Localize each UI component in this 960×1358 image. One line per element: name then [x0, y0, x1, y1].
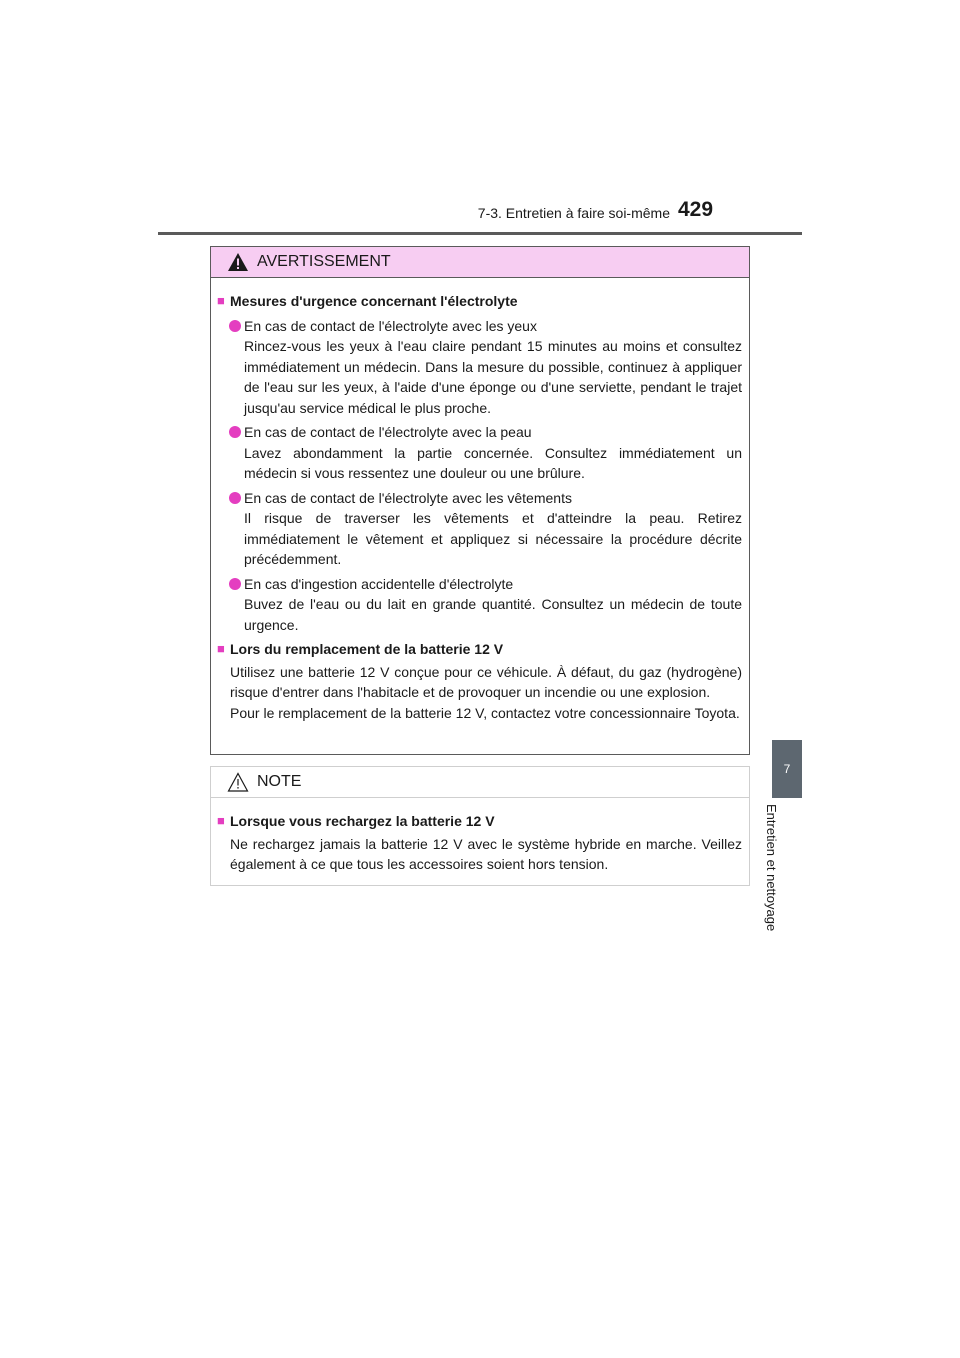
section-heading	[217, 639, 742, 660]
bullet-text: Buvez de l'eau ou du lait en grande quantité. Consultez un médecin de toute urgence.	[244, 596, 742, 633]
note-box	[210, 766, 750, 886]
list-item	[229, 422, 742, 484]
square-bullet-icon: ■	[217, 293, 225, 308]
warning-box	[210, 246, 750, 755]
bullet-title: En cas de contact de l'électrolyte avec les yeux	[244, 317, 537, 334]
bullet-title: En cas d'ingestion accidentelle d'électrolyte	[244, 575, 514, 592]
warning-triangle-icon	[227, 252, 249, 272]
chapter-tab[interactable]	[772, 740, 802, 798]
note-text: Ne rechargez jamais la batterie 12 V avec le système hybride en marche. Veillez également à ce que tous les accessoires soient hors tension.	[230, 835, 742, 872]
list-item	[229, 316, 742, 419]
bullet-text: Rincez-vous les yeux à l'eau claire pendant 15 minutes au moins et consultez immédiatement un médecin. Dans la mesure du possible, continuez à appliquer de l'eau sur les yeux, à l'aide d'une éponge ou d'une serviette, pendant le trajet jusqu'au service médical le plus proche.	[244, 338, 742, 416]
paragraph: Utilisez une batterie 12 V conçue pour ce véhicule. À défaut, du gaz (hydrogène) risque d'entrer dans l'habitacle et de provoquer un incendie ou une explosion.	[230, 663, 742, 700]
bullet-text: Il risque de traverser les vêtements et d'atteindre la peau. Retirez immédiatement le vêtement et appliquez si nécessaire la procédure décrite précédemment.	[244, 510, 742, 567]
bullet-title: En cas de contact de l'électrolyte avec la peau	[244, 424, 532, 440]
circle-bullet-icon	[229, 320, 241, 332]
section-heading-text: Lors du remplacement de la batterie 12 V	[230, 641, 504, 657]
square-bullet-icon: ■	[217, 641, 225, 656]
bullet-text: Lavez abondamment la partie concernée. Consultez immédiatement un médecin si vous ressentez une douleur ou une brûlure.	[244, 444, 742, 481]
chapter-label-text: Entretien et nettoyage	[764, 804, 779, 932]
circle-bullet-icon	[229, 578, 241, 590]
bullet-title: En cas de contact de l'électrolyte avec les vêtements	[244, 489, 572, 506]
warning-title: AVERTISSEMENT	[257, 253, 391, 270]
section-title: 7-3. Entretien à faire soi-même	[477, 205, 670, 221]
warning-header	[211, 247, 749, 278]
list-item	[229, 574, 742, 636]
paragraph: Pour le remplacement de la batterie 12 V, contactez votre concessionnaire Toyota.	[230, 704, 740, 721]
square-bullet-icon: ■	[217, 813, 225, 828]
section-heading-text: Mesures d'urgence concernant l'électrolyte	[230, 293, 518, 309]
list-item	[229, 488, 742, 570]
circle-bullet-icon	[229, 426, 241, 438]
header-rule	[158, 232, 802, 235]
note-body	[211, 798, 749, 875]
warning-body	[211, 278, 749, 723]
note-heading	[217, 811, 742, 832]
chapter-number: 7	[783, 762, 791, 776]
circle-bullet-icon	[229, 492, 241, 504]
note-title: NOTE	[257, 773, 302, 790]
section-heading	[217, 291, 742, 312]
page-number: 429	[678, 198, 714, 221]
note-heading-text: Lorsque vous rechargez la batterie 12 V	[230, 813, 495, 829]
note-header	[211, 767, 749, 798]
caution-triangle-icon	[227, 772, 249, 792]
